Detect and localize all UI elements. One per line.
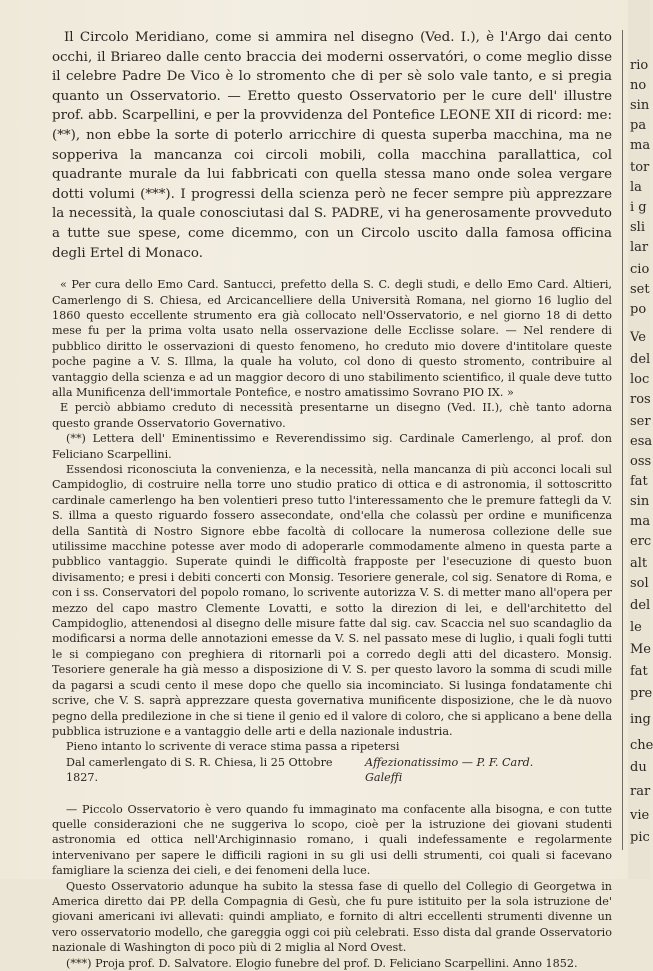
main-text-column — [52, 28, 612, 971]
margin-fragment: rio — [630, 58, 649, 73]
margin-fragment: du — [630, 760, 647, 775]
margin-fragment: che — [630, 738, 653, 753]
margin-fragment: po — [630, 302, 647, 317]
note-date-signature — [52, 755, 612, 786]
note-signature: Affezionatissimo — P. F. Card. Galeffi — [365, 755, 534, 785]
margin-fragment: pre — [630, 686, 653, 701]
margin-fragment: tor — [630, 160, 650, 175]
footnote-continued — [52, 802, 612, 971]
margin-fragment: alt — [630, 556, 648, 571]
margin-fragment: vie — [630, 808, 650, 823]
margin-fragment: Me — [630, 642, 652, 657]
margin-fragment: no — [630, 78, 647, 93]
adjacent-page-margin — [628, 0, 653, 879]
margin-fragment: le — [630, 620, 642, 635]
margin-fragment: ser — [630, 414, 651, 429]
note-continued-p2: Questo Osservatorio adunque ha subito la stessa fase di quello del Collegio di Georgetwa in America diretto dai PP. della Compagnia di Gesù, che fu pure istituito per la sola istruzione de' giovani americani ivi allevati: quindi ampliato, e fornito di altri eccellenti strumenti divenne un vero osservatorio modello, che gareggia oggi coi più celebrati. Esso dista dal grande Osservatorio nazionale di Washington di poco più di 2 miglia al Nord Ovest. — [52, 879, 612, 955]
margin-fragment: esa — [630, 434, 653, 449]
margin-fragment: sol — [630, 576, 649, 591]
margin-fragment: fat — [630, 474, 648, 489]
note-heading: (**) Lettera dell' Eminentissimo e Reverendissimo sig. Cardinale Camerlengo, al prof. don Feliciano Scarpellini. — [52, 432, 612, 461]
margin-fragment: ma — [630, 138, 651, 153]
note-date: Dal camerlengato di S. R. Chiesa, li 25 Ottobre 1827. — [66, 755, 333, 785]
margin-fragment: del — [630, 352, 651, 367]
margin-fragment: oss — [630, 454, 652, 469]
margin-fragment: lar — [630, 240, 649, 255]
note-continued-p1: — Piccolo Osservatorio è vero quando fu immaginato ma confacente alla bisogna, e con tutte quelle considerazioni che ne suggeriva lo scopo, cioè per la istruzione dei giovani studenti astronomia ed ottica nell'Archiginnasio romano, i quali indefessamente e regolarmente intervenivano per sapere le difficili ragioni in su gli usi delli strumenti, coi quali si facevano famigliare la scienza dei cieli, e dei fenomeni della luce. — [52, 802, 612, 878]
margin-fragment: ma — [630, 514, 651, 529]
margin-fragment: pic — [630, 830, 650, 845]
quote-text: « Per cura dello Emo Card. Santucci, prefetto della S. C. degli studi, e dello Emo Card. Altieri, Camerlengo di S. Chiesa, ed Arcicancelliere della Università Romana, nel giorno 16 luglio del 1860 questo eccellente strumento era già collocato nell'Osservatorio, e nel giorno 18 di detto mese fu per la prima volta usato nella osservazione delle Ecclisse solare. — Nel rendere di pubblico diritto le osservazioni di questo fenomeno, ho creduto mio dovere d'intitolare queste poche pagine a V. S. Illma, la quale ha voluto, col dono di questo stromento, contribuire al vantaggio della scienza e ad un maggior decoro di uno stabilimento scientifico, il quale deve tutto alla Munificenza dell'immortale Pontefice, e nostro amatissimo Sovrano PIO IX. » — [52, 278, 612, 399]
margin-fragment: fat — [630, 664, 648, 679]
margin-fragment: sli — [630, 220, 645, 235]
margin-fragment: pa — [630, 118, 647, 133]
margin-fragment: cio — [630, 262, 650, 277]
margin-fragment: ing — [630, 712, 651, 727]
note-closing: Pieno intanto lo scrivente di verace stima passa a ripetersi — [66, 740, 400, 754]
margin-fragment: loc — [630, 372, 650, 387]
margin-fragment: ros — [630, 392, 651, 407]
margin-fragment: rar — [630, 784, 651, 799]
main-paragraph: Il Circolo Meridiano, come si ammira nel disegno (Ved. I.), è l'Argo dai cento occhi, il Briareo dalle cento braccia dei moderni osservatóri, o come meglio disse il celebre Padre De Vico è lo stromento che di per sè solo vale tanto, e si pregia quanto un Osservatorio. — Eretto questo Osservatorio per le cure dell' illustre prof. abb. Scarpellini, e per la provvidenza del Pontefice LEONE XII di ricord: me: (**), non ebbe la sorte di poterlo arricchire di questa superba macchina, ma ne sopperiva la mancanza coi circoli mobili, colla macchina parallattica, col quadrante murale da lui fabbricati con quella stessa mano onde solea vergare dotti volumi (***). I progressi della scienza però ne fecer sempre più apprezzare la necessità, la quale conosciutasi dal S. PADRE, vi ha generosamente provveduto a tutte sue spese, come dicemmo, con un Circolo uscito dalla famosa officina degli Ertel di Monaco. — [52, 30, 612, 261]
footnote-double-star — [52, 431, 612, 785]
margin-fragment: del — [630, 598, 651, 613]
footnote-single-star — [52, 277, 612, 431]
margin-fragment: i g — [630, 200, 647, 215]
footnote-triple-star: (***) Proja prof. D. Salvatore. Elogio funebre del prof. D. Feliciano Scarpellini. Anno 1852. — [66, 956, 578, 970]
margin-fragment: la — [630, 180, 642, 195]
margin-fragment: sin — [630, 98, 650, 113]
column-divider — [622, 30, 623, 850]
margin-fragment: erc — [630, 534, 652, 549]
note-body: Essendosi riconosciuta la convenienza, e la necessità, nella mancanza di più acconci locali sul Campidoglio, di costruire nella torre uno studio pratico di ottica e di astronomia, il sottoscritto cardinale camerlengo ha ben volentieri preso tutto l'interessamento che le premure fattegli da V. S. illma a questo riguardo fossero assecondate, ond'ella che colassù per ordine e munificenza della Santità di Nostro Signore ebbe facoltà di collocare la numerosa collezione delle sue utilissime macchine potesse aver modo di adoperarle commodamente almeno in questa parte a pubblico vantaggio. Superate quindi le difficoltà frapposte per l'esecuzione di questo buon divisamento; e presi i debiti concerti con Monsig. Tesoriere generale, col sig. Senatore di Roma, e con i ss. Conservatori del popolo romano, lo scrivente autorizza V. S. di metter mano all'opera per mezzo del capo mastro Clemente Lovatti, e sotto la direzion di lei, e dell'architetto del Campidoglio, attenendosi al disegno delle misure fatte dal sig. cav. Scaccia nel suo scandaglio da modificarsi a norma delle annotazioni emesse da V. S. nel passato mese di luglio, i quali fogli tutti le si compiegano con preghiera di ritornarli poi a corredo degli atti del dicastero. Monsig. Tesoriere generale ha già messo a disposizione di V. S. per questo lavoro la somma di scudi mille da pagarsi a scudi cento il mese dopo che quello sia incominciato. Si lusinga fondatamente chi scrive, che V. S. saprà apprezzare questa governativa munificente disposizione, che le dà nuovo pegno della predilezione in che si tiene il genio ed il valore di coloro, che si applicano a bene della pubblica istruzione e a vantaggio delle arti e della nazionale industria. — [52, 463, 612, 738]
margin-fragment: Ve — [630, 330, 646, 345]
margin-fragment: sin — [630, 494, 650, 509]
margin-fragment: set — [630, 282, 650, 297]
quote-after: E perciò abbiamo creduto di necessità presentarne un disegno (Ved. II.), chè tanto adorna questo grande Osservatorio Governativo. — [52, 401, 612, 430]
